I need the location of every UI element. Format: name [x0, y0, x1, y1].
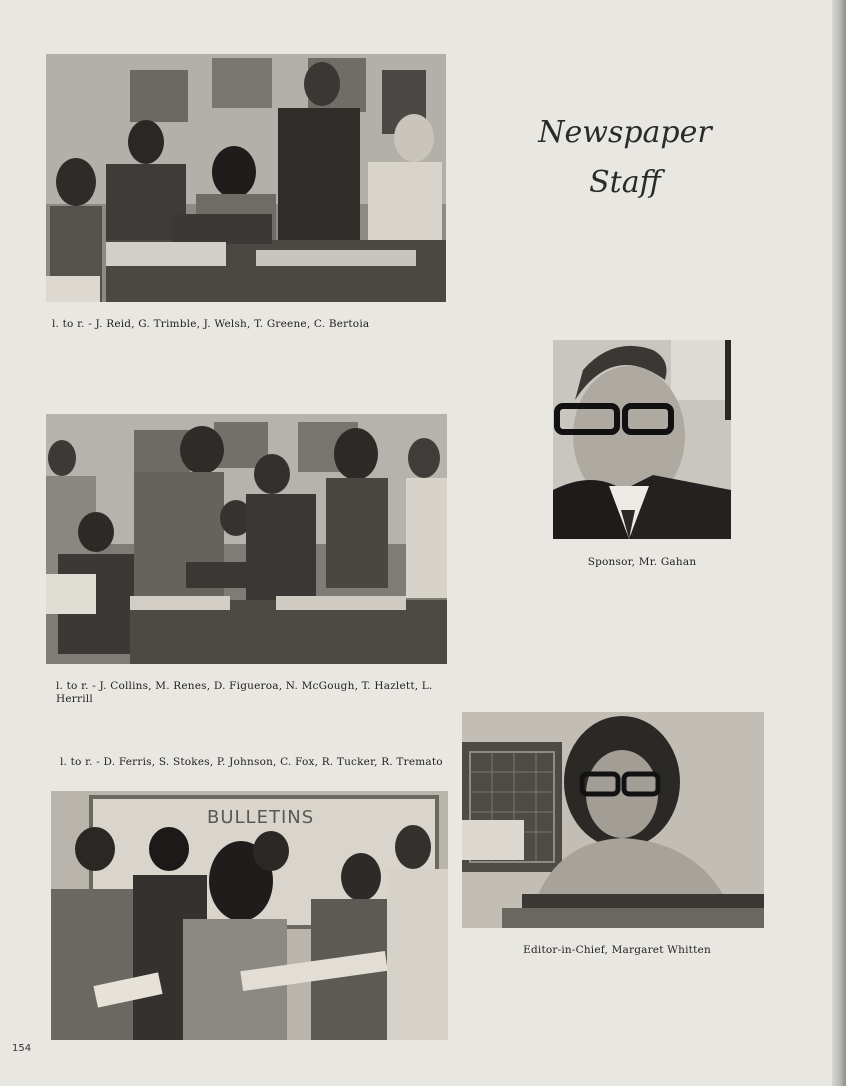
bulletins-sign: BULLETINS: [207, 807, 315, 828]
photo3-caption: l. to r. - D. Ferris, S. Stokes, P. Johnson, C. Fox, R. Tucker, R. Tremato: [60, 756, 443, 768]
sponsor-portrait: [553, 340, 731, 539]
page-number: 154: [12, 1043, 32, 1054]
sponsor-caption: Sponsor, Mr. Gahan: [587, 556, 697, 568]
photo2-caption: l. to r. - J. Collins, M. Renes, D. Figueroa, N. McGough, T. Hazlett, L. Herrill: [56, 680, 433, 705]
editor-caption: Editor-in-Chief, Margaret Whitten: [523, 944, 711, 956]
page-title-line2: Staff: [589, 165, 661, 200]
photo1-caption: l. to r. - J. Reid, G. Trimble, J. Welsh, T. Greene, C. Bertoia: [52, 318, 370, 330]
page-binding-edge: [832, 0, 846, 1086]
page-title-line1: Newspaper: [538, 115, 712, 150]
staff-group-photo-3: [51, 791, 448, 1040]
staff-group-photo-1: [46, 54, 446, 302]
staff-group-photo-2: [46, 414, 447, 664]
editor-portrait: [462, 712, 764, 928]
page-title: [500, 108, 750, 208]
